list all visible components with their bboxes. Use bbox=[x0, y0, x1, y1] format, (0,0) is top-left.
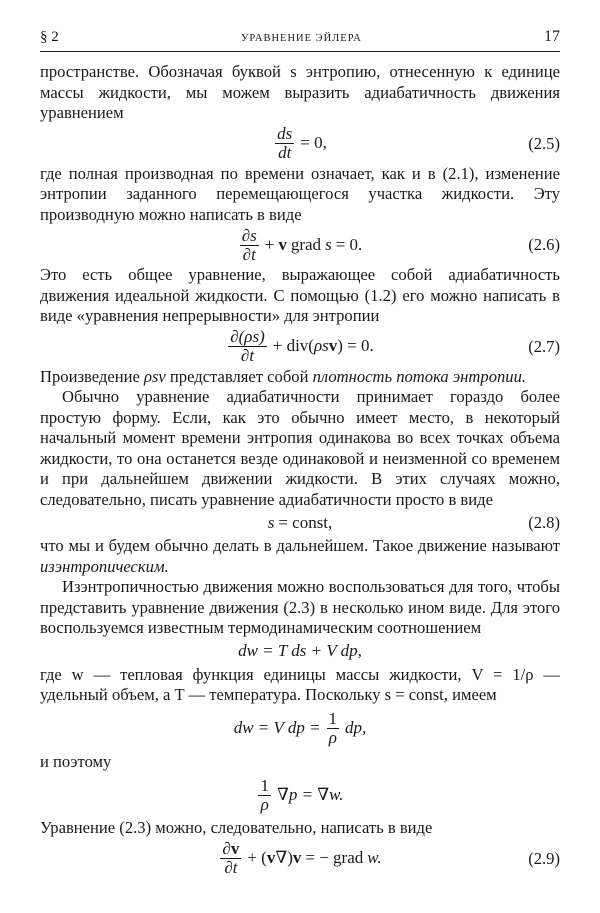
eq-rest: ∇p = ∇w. bbox=[276, 784, 344, 804]
eq-enthalpy: w. bbox=[367, 848, 382, 868]
eq-velocity-vector: v bbox=[266, 848, 276, 868]
frac-denominator: ∂t bbox=[224, 858, 238, 877]
eq-left: dw = V dp = bbox=[233, 718, 321, 738]
equation-2-5 bbox=[40, 124, 560, 164]
fraction-one-over-rho bbox=[258, 777, 271, 814]
eq-rest: ) = 0. bbox=[337, 336, 374, 356]
eq-rest: = 0, bbox=[300, 133, 327, 153]
paragraph-8: где w — тепловая функция единицы массы жидкости, V = 1/ρ — удельный объем, а T — температура. Поскольку s = const, имеем bbox=[40, 664, 560, 704]
eq-entropy: s bbox=[267, 512, 275, 532]
eq-nabla: ∇) bbox=[275, 848, 293, 868]
eq-entropy: s bbox=[325, 234, 332, 254]
eq-velocity-vector: v bbox=[292, 848, 302, 868]
equation-dw-expr: dw = T ds + V dp, bbox=[238, 641, 362, 661]
paragraph-10: Уравнение (2.3) можно, следовательно, написать в виде bbox=[40, 818, 433, 837]
equation-2-8 bbox=[40, 510, 560, 536]
book-page bbox=[40, 28, 560, 879]
equation-dw-vdp-expr bbox=[234, 710, 367, 747]
frac-numerator: 1 bbox=[260, 775, 269, 795]
equation-number: (2.9) bbox=[528, 848, 560, 868]
equation-number: (2.5) bbox=[528, 133, 560, 153]
running-title: УРАВНЕНИЕ ЭЙЛЕРА bbox=[240, 33, 362, 44]
paragraph-7: Изэнтропичностью движения можно воспользоваться для того, чтобы представить уравнение движения (2.3) в несколько ином виде. Для этого воспользуемся известным термодинамическим соотношением bbox=[40, 577, 560, 637]
running-header bbox=[40, 28, 560, 52]
equation-number: (2.7) bbox=[528, 336, 560, 356]
p6-text-a: что мы и будем обычно делать в дальнейшем. Такое движение называют bbox=[40, 536, 560, 555]
equation-2-6-expr bbox=[238, 227, 363, 264]
eq-velocity-vector: v bbox=[328, 336, 338, 356]
fraction-partial-v-t bbox=[220, 840, 241, 877]
paragraph-5: Обычно уравнение адиабатичности принимает гораздо более простую форму. Если, как это обычно имеет место, в некоторый начальный момент времени энтропия одинакова во всех точках объема жидкости, то она останется везде одинаковой и неизменной со временем и при дальнейшем движении жидкости. В этих случаях можно, следовательно, писать уравнение адиабатичности просто в виде bbox=[40, 387, 560, 509]
fraction-ds-dt bbox=[275, 125, 294, 162]
paragraph-9: и поэтому bbox=[40, 751, 112, 771]
eq-plus: + bbox=[264, 234, 275, 254]
eq-grad: grad bbox=[290, 234, 322, 254]
equation-grad-p-expr bbox=[256, 777, 343, 814]
equation-grad-p bbox=[40, 772, 560, 818]
frac-denominator: ρ bbox=[328, 728, 337, 747]
frac-numerator: ∂s bbox=[241, 225, 257, 245]
eq-rest: = 0. bbox=[335, 234, 363, 254]
p4-italic-term: плотность потока энтропии. bbox=[312, 366, 527, 386]
equation-dw-thermo bbox=[40, 639, 560, 665]
frac-numerator: ∂v bbox=[222, 839, 240, 858]
p4-text-b: представляет собой bbox=[165, 366, 313, 386]
frac-numerator: ds bbox=[277, 124, 293, 143]
equation-2-8-expr bbox=[268, 513, 333, 534]
equation-2-7 bbox=[40, 327, 560, 367]
section-mark: § 2 bbox=[40, 29, 59, 45]
p4-text-a: Произведение bbox=[40, 366, 144, 386]
eq-div: + div( bbox=[272, 336, 314, 356]
page-body bbox=[40, 62, 560, 879]
paragraph-4 bbox=[40, 367, 560, 388]
equation-2-9-expr bbox=[218, 840, 381, 877]
frac-denominator: ∂t bbox=[242, 244, 256, 264]
equation-dw-vdp bbox=[40, 706, 560, 752]
eq-minus-grad: = − grad bbox=[305, 848, 364, 868]
fraction-one-over-rho bbox=[327, 710, 340, 747]
equation-number: (2.6) bbox=[528, 234, 560, 254]
page-number: 17 bbox=[543, 28, 560, 45]
equation-2-9 bbox=[40, 839, 560, 879]
frac-denominator: dt bbox=[278, 143, 292, 162]
eq-plus-paren: + ( bbox=[247, 848, 267, 868]
paragraph-3: Это есть общее уравнение, выражающее собой адиабатичность движения идеальной жидкости. С помощью (1.2) его можно написать в виде «уравнения непрерывности» для энтропии bbox=[40, 265, 560, 325]
equation-number: (2.8) bbox=[528, 512, 560, 532]
eq-velocity-vector: v bbox=[278, 234, 287, 254]
p6-italic-term: изэнтропическим. bbox=[40, 556, 169, 576]
paragraph-2: где полная производная по времени означает, как и в (2.1), изменение энтропии заданного перемещающегося участка жидкости. Эту производную можно написать в виде bbox=[40, 163, 560, 224]
frac-denominator: ∂t bbox=[240, 346, 255, 365]
paragraph-6 bbox=[40, 536, 560, 577]
fraction-partial-rho-s-t bbox=[228, 328, 267, 365]
eq-rest: = const, bbox=[278, 512, 333, 532]
equation-2-5-expr bbox=[273, 125, 327, 162]
equation-2-7-expr bbox=[226, 328, 374, 365]
frac-numerator: 1 bbox=[328, 709, 338, 728]
paragraph-1: пространстве. Обозначая буквой s энтропию, отнесенную к единице массы жидкости, мы можем выразить адиабатичность движения уравнением bbox=[40, 62, 560, 122]
eq-right: dp, bbox=[345, 718, 367, 738]
fraction-partial-s-t bbox=[240, 227, 259, 264]
frac-denominator: ρ bbox=[260, 794, 269, 814]
equation-2-6 bbox=[40, 225, 560, 265]
eq-rho-s: ρs bbox=[313, 336, 329, 356]
p4-math-rho-s-v: ρsv bbox=[143, 366, 166, 386]
frac-numerator: ∂(ρs) bbox=[230, 327, 265, 346]
